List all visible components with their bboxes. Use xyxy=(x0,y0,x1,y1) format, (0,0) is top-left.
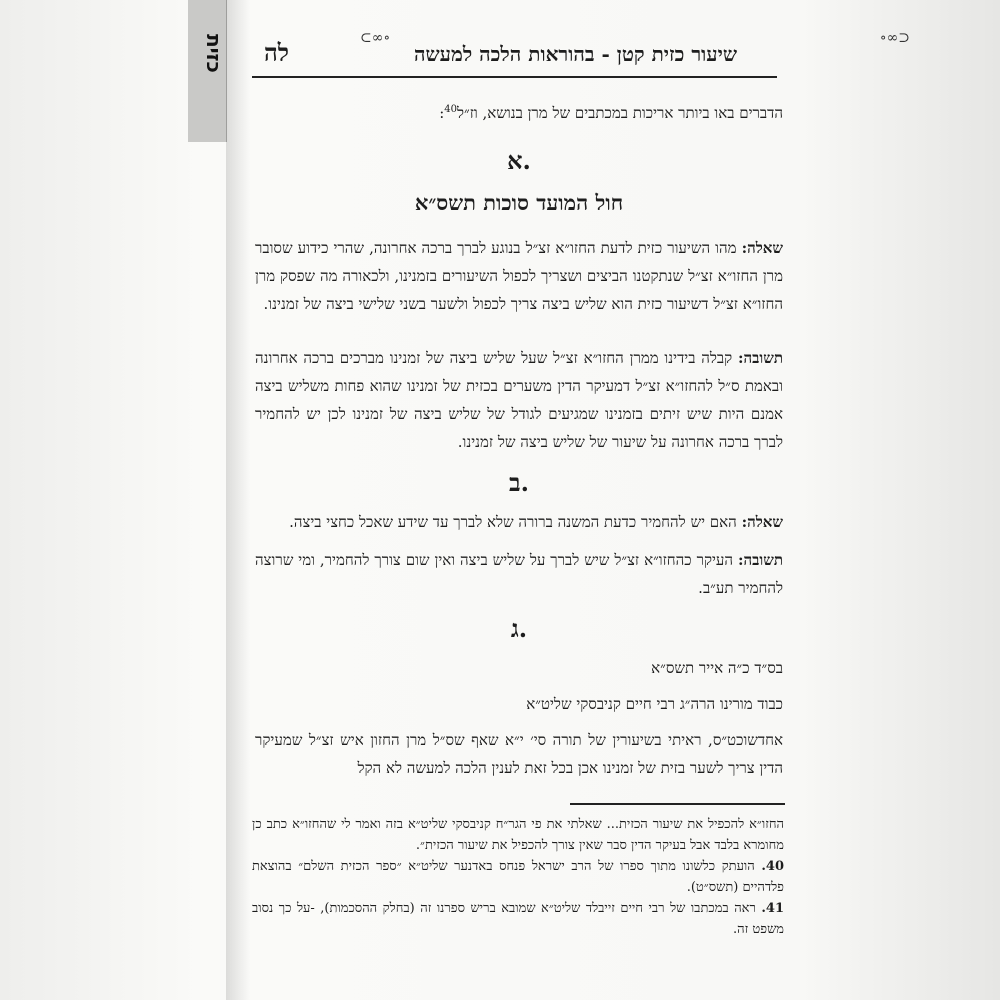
footnotes xyxy=(252,814,784,940)
letter-date xyxy=(255,654,783,682)
answer-text: העיקר כהחזו״א זצ״ל שיש לברך על שליש ביצה ואין שום צורך להחמיר, ומי שרוצה להחמיר תע״ב. xyxy=(255,551,783,597)
letter-address-text: כבוד מורינו הרה״ג רבי חיים קניבסקי שליט״א xyxy=(526,695,783,713)
intro-text: הדברים באו ביותר אריכות במכתבים של מרן בנושא, וז״ל xyxy=(457,104,783,122)
question-label: שאלה: xyxy=(741,239,783,257)
answer-label: תשובה: xyxy=(738,349,783,367)
section-b-question xyxy=(255,508,783,536)
footnote-divider xyxy=(570,803,785,805)
question-text: מהו השיעור כזית לדעת החזו״א זצ״ל בנוגע לברך ברכה אחרונה, שהרי כידוע שסובר מרן החזו״א זצ״ל שנתקטנו הביצים ושצריך לכפול השיעורים בזמנינו, ולכאורה מה שפסק מרן החזו״א זצ״ל דשיעור כזית הוא שליש ביצה צריך לכפול ולשער בשני שלישי ביצה של זמנינו. xyxy=(255,239,783,313)
letter-date-text: בס״ד כ״ה אייר תשס״א xyxy=(651,659,783,677)
section-a-title: חול המועד סוכות תשס״א xyxy=(414,190,624,215)
section-a-question xyxy=(255,234,783,318)
section-a-marker: א. xyxy=(507,146,531,175)
section-c-marker: ג. xyxy=(510,614,528,643)
section-b-answer xyxy=(255,546,783,602)
footnote-continuation: החזו״א להכפיל את שיעור הכזית... שאלתי את פי הגר״ח קניבסקי שליט״א בזה ואמר לי שהחזו״א כתב כן מחומרא בלבד אבל בעיקר הדין סבר שאין צורך להכפיל את שיעור הכזית״. xyxy=(252,817,784,853)
footnote-40-text: הועתק כלשונו מתוך ספרו של הרב ישראל פנחס באדנער שליט״א ״ספר הכזית השלם״ בהוצאת פלדהיים (תשס״ט). xyxy=(252,859,784,895)
footnote-40-number: 40. xyxy=(761,859,784,874)
running-header xyxy=(252,28,777,78)
answer-label: תשובה: xyxy=(738,551,783,569)
footnote-41 xyxy=(252,898,784,940)
intro-line xyxy=(255,96,783,127)
question-text: האם יש להחמיר כדעת המשנה ברורה שלא לברך עד שידע שאכל כחצי ביצה. xyxy=(289,513,737,531)
letter-body-text: אחדשוכט״ס, ראיתי בשיעורין של תורה סי׳ י״א שאף שס״ל מרן החזון איש זצ״ל שמעיקר הדין צריך לשער בזית של זמנינו אכן בכל זאת לענין הלכה למעשה לא הקל xyxy=(255,731,783,777)
gutter-shadow xyxy=(226,0,250,1000)
footnote-ref-40: 40 xyxy=(444,104,457,115)
answer-text: קבלה בידינו ממרן החזו״א זצ״ל שעל שליש ביצה של זמנינו מברכים ברכה אחרונה ובאמת ס״ל להחזו״א זצ״ל דמעיקר הדין משערים בכזית של זמנינו שהוא פחות משליש ביצה אמנם היות שיש זיתים בזמנינו שמגיעים לגודל של שליש ביצה של זמנינו לכן יש להחמיר לברך ברכה אחרונה על שיעור של שליש ביצה של זמנינו. xyxy=(255,349,783,451)
ornament-left-icon: ⊂∞∘ xyxy=(360,30,391,46)
side-thumb-tab xyxy=(188,0,227,142)
footnote-40 xyxy=(252,856,784,898)
question-label: שאלה: xyxy=(741,513,783,531)
footnote-41-number: 41. xyxy=(761,901,785,916)
section-b-marker: ב. xyxy=(509,468,529,497)
ornament-right-icon: ∘∞⊃ xyxy=(879,30,910,46)
page-number: לה xyxy=(264,38,290,67)
running-title: שיעור כזית קטן - בהוראות הלכה למעשה xyxy=(414,42,737,66)
letter-address xyxy=(255,690,783,718)
footnote-41-text: ראה במכתבו של רבי חיים זייבלד שליט״א שמובא בריש ספרנו זה (בחלק ההסכמות), -על כך נסוב משפט זה. xyxy=(252,901,784,937)
intro-colon: : xyxy=(439,104,445,122)
side-tab-label: כזית xyxy=(202,34,226,73)
section-a-answer xyxy=(255,344,783,456)
letter-body xyxy=(255,726,783,782)
